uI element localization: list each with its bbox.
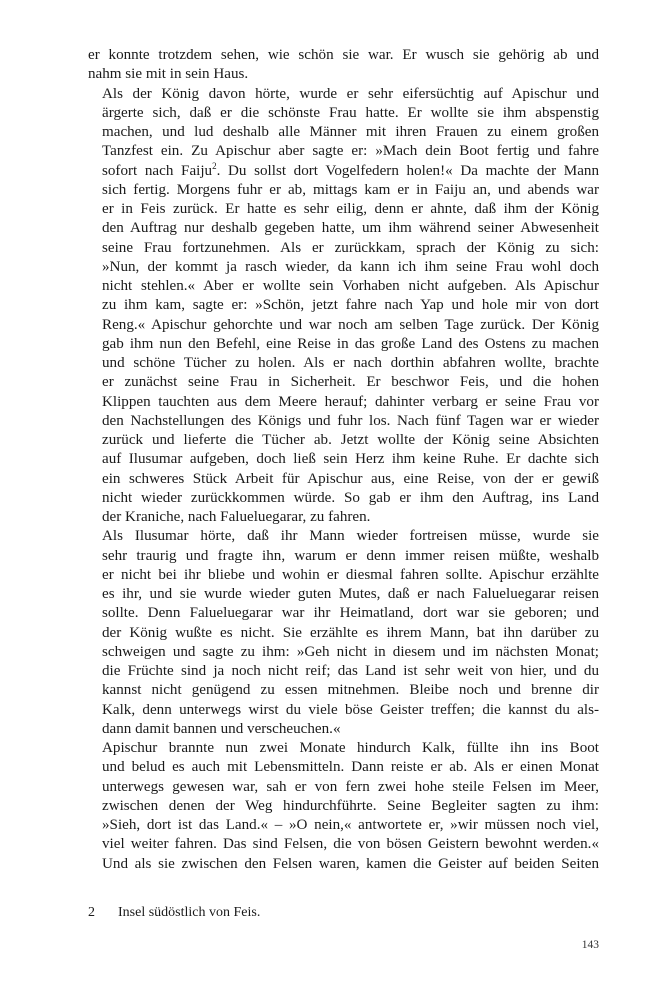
paragraph [88, 739, 599, 874]
text-line: schweigen und sagte zu ihm: »Geh nicht in diesem und im nächsten Monat; [102, 643, 599, 660]
text-line: Klippen tauchten aus dem Meere herauf; dahinter verbarg er seine Frau vor [102, 393, 599, 410]
text-line: er in Feis zurück. Er hatte es sehr eilig, denn er ahnte, daß ihm der König [102, 201, 599, 217]
text-line: gab ihm nun den Befehl, eine Reise in das große Land des Ostens zu machen [102, 335, 599, 352]
text-line: es ihr, und sie wurde wieder guten Mutes, daß er nach Falueluegarar reisen [102, 586, 599, 602]
paragraph [88, 46, 599, 85]
text-line: Apischur brannte nun zwei Monate hindurch Kalk, füllte ihn ins Boot [102, 740, 599, 756]
footnote-number: 2 [88, 905, 95, 920]
text-line: zwischen denen der Weg hindurchführte. Seine Begleiter sagten zu ihm: [102, 797, 599, 814]
text-line: Als der König davon hörte, wurde er sehr eifersüchtig auf Apischur und [102, 85, 599, 102]
text-line: Kalk, denn unterwegs wirst du viele böse Geister treffen; die kannst du als- [102, 701, 599, 718]
footnote-text: Insel südöstlich von Feis. [118, 905, 261, 920]
text-line: Als Ilusumar hörte, daß ihr Mann wieder fortreisen müsse, wurde sie [102, 528, 599, 545]
text-line: sich fertig. Morgens fuhr er ab, mittags kam er in Faiju an, und abends war [102, 181, 599, 198]
text-line: nicht wieder zurückkommen würde. So gab er ihm den Auftrag, ins Land [102, 489, 599, 506]
text-line: die Früchte sind ja noch nicht reif; das Land ist sehr weit von hier, und du [102, 663, 599, 679]
text-line: der König wußte es nicht. Sie erzählte es ihrem Mann, bat ihn darüber zu [102, 624, 599, 641]
text-line: und schöne Tücher zu holen. Als er nach dorthin abfahren wollte, brachte [102, 355, 599, 371]
text-line: ärgerte sich, daß er die schönste Frau hatte. Er wollte sie ihm abspenstig [102, 104, 599, 121]
text-line: er konnte trotzdem sehen, wie schön sie war. Er wusch sie gehörig ab und [88, 47, 599, 63]
text-line: den Nachstellungen des Königs und fuhr los. Nach fünf Tagen war er wieder [102, 412, 599, 429]
text-line: den Auftrag nur deshalb gegeben hatte, um ihm während seiner Abwesenheit [102, 220, 599, 237]
text-line: auf Ilusumar aufgeben, doch ließ sein Herz ihm keine Ruhe. Er dachte sich [102, 451, 599, 468]
text-line-continuation: . Du sollst dort Vogelfedern holen!« Da machte der Mann [216, 162, 599, 179]
text-line: Reng.« Apischur gehorchte und war noch am selben Tage zurück. Der König [102, 316, 599, 333]
text-line: viel weiter fahren. Das sind Felsen, die von bösen Geistern bewohnt werden.« [102, 836, 599, 853]
footnote [88, 905, 599, 921]
text-line: machen, und lud deshalb alle Männer mit ihren Frauen zu einem großen [102, 124, 599, 140]
page-number: 143 [581, 939, 599, 951]
text-line: »Sieh, dort ist das Land.« – »O nein,« antwortete er, »wir müssen noch viel, [102, 817, 599, 833]
text-line: ein schweres Stück Arbeit für Apischur aus, eine Reise, von der er gewiß [102, 470, 599, 487]
text-line: sollte. Denn Falueluegarar war ihr Heimatland, dort war sie geboren; und [102, 605, 599, 622]
paragraph [88, 527, 599, 739]
text-line: nicht stehlen.« Aber er wollte sein Vorhaben nicht aufgeben. Als Apischur [102, 278, 599, 294]
text-line: kannst nicht genügend zu essen mitnehmen. Bleibe noch und brenne dir [102, 682, 599, 699]
text-line: Und als sie zwischen den Felsen waren, kamen die Geister auf beiden Seiten [102, 855, 599, 872]
footnote-marker: 2 [212, 160, 217, 171]
text-line: er nicht bei ihr bliebe und wohin er diesmal fahren sollte. Apischur erzählte [102, 566, 599, 583]
text-line: »Nun, der kommt ja rasch wieder, da kann ich ihm seine Frau wohl doch [102, 258, 599, 275]
text-line-head: sofort nach Faiju [102, 162, 213, 179]
text-line: nahm sie mit in sein Haus. [88, 66, 249, 83]
text-line: zu ihm kam, sagte er: »Schön, jetzt fahre nach Yap und hole mir von dort [102, 297, 599, 314]
text-line: unterwegs gewesen war, sah er von fern zwei hohe steile Felsen im Meer, [102, 778, 599, 795]
text-line: der Kraniche, nach Falueluegarar, zu fahren. [102, 509, 371, 525]
text-line: zurück und lieferte die Tücher ab. Jetzt wollte der König seine Absichten [102, 432, 599, 448]
text-line: er zunächst seine Frau in Sicherheit. Er beschwor Feis, und die hohen [102, 374, 599, 391]
text-line: und belud es auch mit Lebensmitteln. Dann reiste er ab. Als er einen Monat [102, 759, 599, 776]
paragraph [88, 85, 599, 528]
body-text [88, 46, 599, 874]
text-line: seine Frau fortzunehmen. Als er zurückkam, sprach der König zu sich: [102, 239, 599, 256]
text-line: dann damit bannen und verscheuchen.« [102, 720, 341, 737]
text-line: sehr traurig und fragte ihn, warum er denn immer reisen müßte, weshalb [102, 547, 599, 564]
text-line [88, 162, 599, 181]
text-line: Tanzfest ein. Zu Apischur aber sagte er: »Mach dein Boot fertig und fahre [102, 143, 599, 160]
